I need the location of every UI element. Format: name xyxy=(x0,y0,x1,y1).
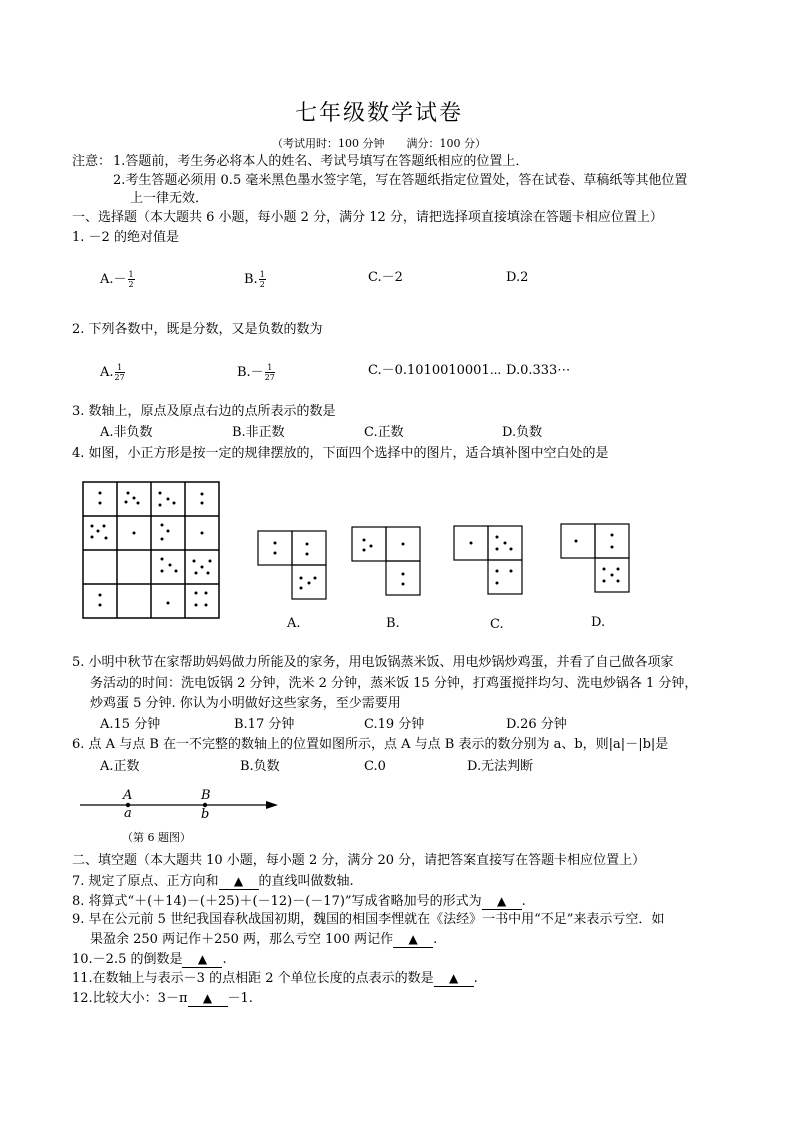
q5-line-1: 5. 小明中秋节在家帮助妈妈做力所能及的家务，用电饭锅蒸米饭、用电炒锅炒鸡蛋，并看了自己做各项家 xyxy=(72,655,674,670)
q4-option-c-label: C. xyxy=(490,617,504,632)
q6-option-d: D.无法判断 xyxy=(467,759,534,774)
q8-answer-blank[interactable]: ▲ xyxy=(482,893,522,910)
note-2b: 上一律无效． xyxy=(130,191,209,206)
q1-option-d: D.2 xyxy=(506,270,529,285)
q1-option-c: C.－2 xyxy=(368,270,403,285)
q9-line-1: 9. 早在公元前 5 世纪我国春秋战国初期，魏国的相国李悝就在《法经》一书中用“不足”来表示亏空．如 xyxy=(72,912,665,927)
q3-stem: 3. 数轴上，原点及原点右边的点所表示的数是 xyxy=(72,404,336,419)
q8: 8. 将算式“＋(＋14)－(＋25)＋(－12)－(－17)”写成省略加号的形式为 ▲ . xyxy=(72,894,526,909)
q4-option-c-figure xyxy=(453,525,525,597)
q4-option-a-label: A. xyxy=(287,616,301,631)
q7-answer-blank[interactable]: ▲ xyxy=(219,873,259,890)
q6-option-b: B.负数 xyxy=(240,759,280,774)
q4-option-b-label: B. xyxy=(386,616,400,631)
q2-option-c: C.－0.1010010001⋯ xyxy=(368,363,502,378)
q6-stem: 6. 点 A 与点 B 在一不完整的数轴上的位置如图所示，点 A 与点 B 表示的数分别为 a、b，则|a|－|b|是 xyxy=(72,737,669,752)
q9-line-2: 果盈余 250 两记作＋250 两，那么亏空 100 两记作 ▲ . xyxy=(90,932,438,947)
q11: 11.在数轴上与表示－3 的点相距 2 个单位长度的点表示的数是 ▲ . xyxy=(72,971,478,986)
section-2-header: 二、填空题（本大题共 10 小题，每小题 2 分，满分 20 分，请把答案直接写在答题卡相应位置上） xyxy=(72,853,646,868)
q1-stem: 1. －2 的绝对值是 xyxy=(72,230,179,245)
q5-option-d: D.26 分钟 xyxy=(506,717,567,732)
q3-option-c: C.正数 xyxy=(364,425,404,440)
q9-answer-blank[interactable]: ▲ xyxy=(393,931,433,948)
q6-value-a: a xyxy=(124,806,132,821)
q1-option-a: A.－ $\frac{1}{2}$ xyxy=(100,270,134,289)
q1-option-b: B. $\frac{1}{2}$ xyxy=(244,270,265,289)
q3-option-a: A.非负数 xyxy=(100,425,153,440)
q6-number-line xyxy=(78,795,288,815)
q3-option-d: D.负数 xyxy=(502,425,543,440)
q11-answer-blank[interactable]: ▲ xyxy=(434,970,474,987)
page-title: 七年级数学试卷 xyxy=(295,101,464,126)
q5-option-a: A.15 分钟 xyxy=(100,717,161,732)
note-1: 1.答题前，考生务必将本人的姓名、考试号填写在答题纸相应的位置上． xyxy=(113,154,529,169)
q3-option-b: B.非正数 xyxy=(232,425,285,440)
exam-info: （考试用时：100 分钟 满分：100 分） xyxy=(272,137,486,150)
note-2a: 2.考生答题必须用 0.5 毫米黑色墨水签字笔，写在答题纸指定位置处，答在试卷、草稿纸等其他位置 xyxy=(113,173,688,188)
q6-option-a: A.正数 xyxy=(100,759,140,774)
q2-option-d: D.0.333⋯ xyxy=(506,363,571,378)
q4-pattern-grid xyxy=(82,481,222,621)
q5-line-3: 炒鸡蛋 5 分钟. 你认为小明做好这些家务，至少需要用 xyxy=(90,696,401,711)
q4-option-d-label: D. xyxy=(591,615,606,630)
q5-option-c: C.19 分钟 xyxy=(364,717,425,732)
section-1-header: 一、选择题（本大题共 6 小题，每小题 2 分，满分 12 分，请把选择项直接填涂在答题卡相应位置上） xyxy=(72,210,663,225)
notes-label: 注意： xyxy=(72,154,112,169)
q2-option-b: B.－ $\frac{1}{27}$ xyxy=(237,363,275,382)
q2-stem: 2. 下列各数中，既是分数，又是负数的数为 xyxy=(72,322,323,337)
q6-point-b-label: B xyxy=(201,788,211,803)
q6-point-a-label: A xyxy=(123,788,133,803)
q5-option-b: B.17 分钟 xyxy=(234,717,295,732)
q5-line-2: 务活动的时间：洗电饭锅 2 分钟，洗米 2 分钟，蒸米饭 15 分钟，打鸡蛋搅拌均匀、洗电炒锅各 1 分钟， xyxy=(90,676,698,691)
q6-caption: （第 6 题图） xyxy=(122,831,191,844)
q10: 10.－2.5 的倒数是 ▲ . xyxy=(72,952,227,967)
q12: 12.比较大小：3－π ▲ －1. xyxy=(72,991,253,1006)
q12-answer-blank[interactable]: ▲ xyxy=(188,990,228,1007)
q4-option-d-figure xyxy=(560,523,632,595)
q6-option-c: C.0 xyxy=(364,759,386,774)
q2-option-a: A. $\frac{1}{27}$ xyxy=(100,363,125,382)
q7: 7. 规定了原点、正方向和 ▲ 的直线叫做数轴. xyxy=(72,874,354,889)
q4-option-b-figure xyxy=(351,526,423,598)
q4-option-a-figure xyxy=(257,530,329,602)
q6-value-b: b xyxy=(201,807,210,822)
q10-answer-blank[interactable]: ▲ xyxy=(182,951,222,968)
q4-stem: 4. 如图，小正方形是按一定的规律摆放的，下面四个选择中的图片，适合填补图中空白处的是 xyxy=(72,446,609,461)
